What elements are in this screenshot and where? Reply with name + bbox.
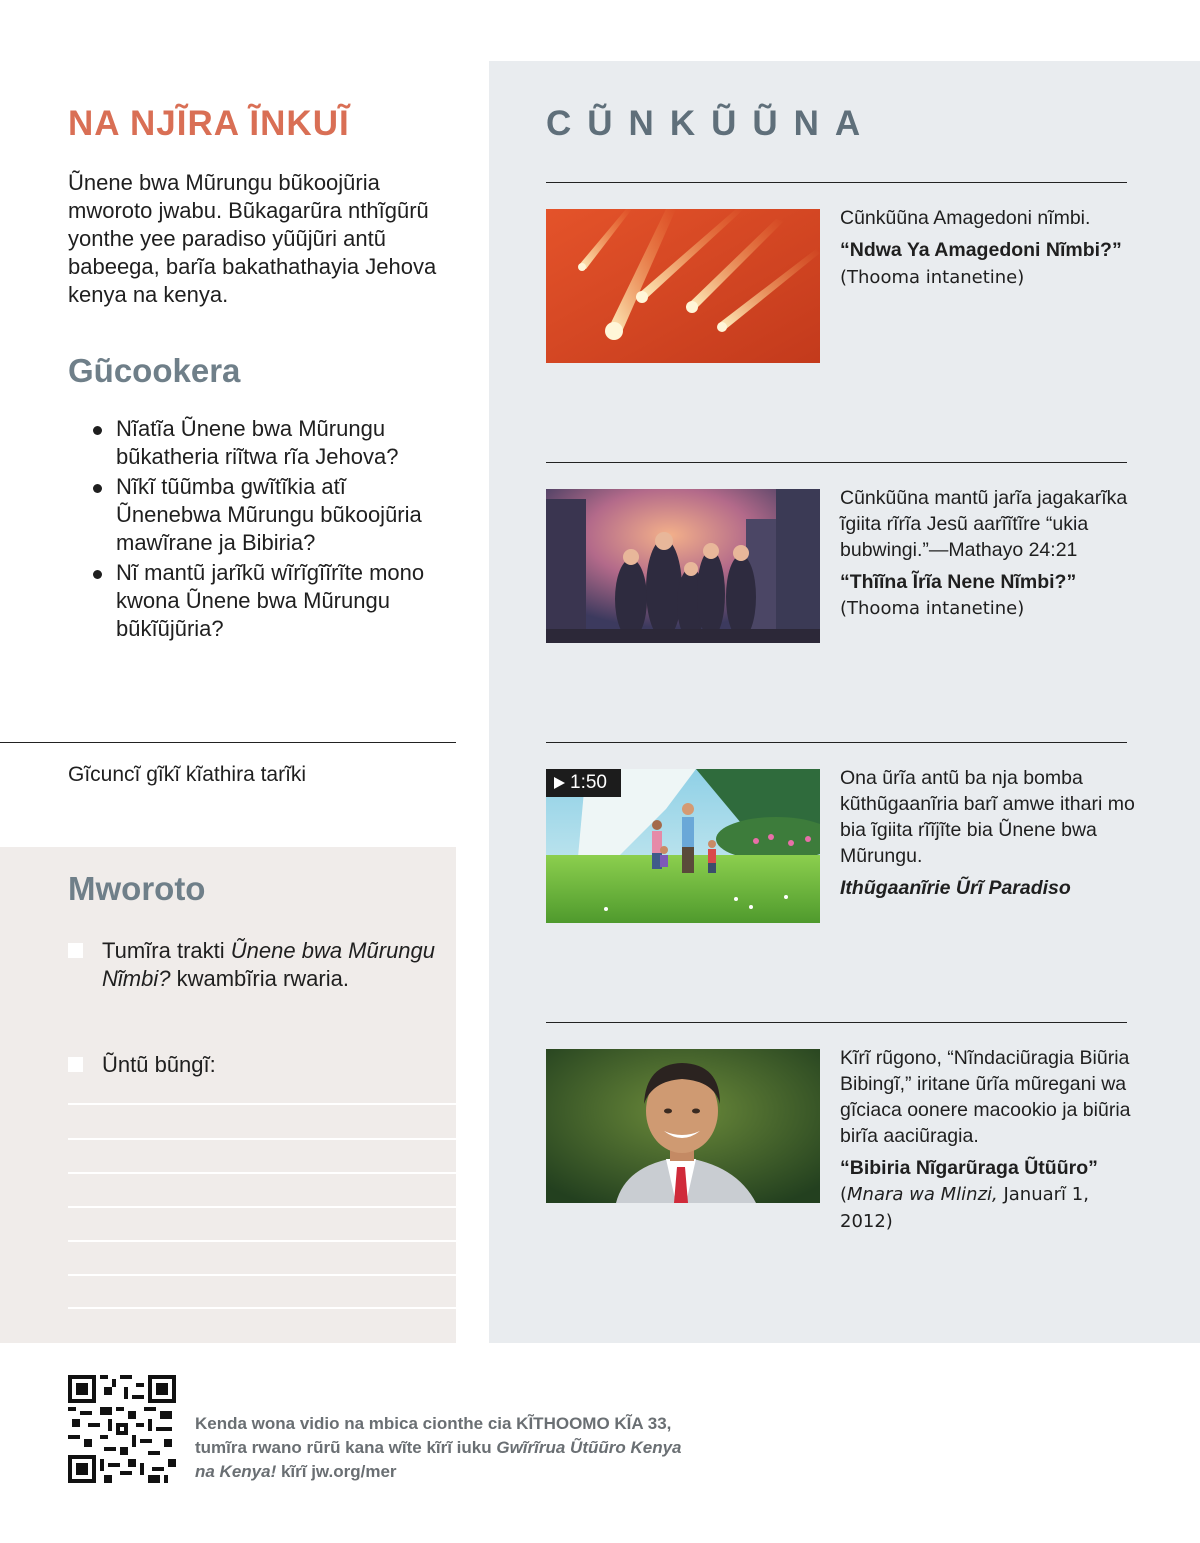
bullet-icon — [93, 570, 102, 579]
recap-text: Ũnene bwa Mũrungu bũkoojũria mworoto jwabu. Bũkagarũra nthĩgũrũ yonthe yee paradiso yũũjũri antũ babeega, barĩa bakathathayia Jehova kenya na kenya. — [68, 170, 437, 307]
entry-description: Ona ũrĩa antũ ba nja bomba kũthũgaanĩria barĩ amwe ithari mo bia ĩgiita rĩĩjĩte bia Ũnene bwa Mũrungu. — [840, 767, 1135, 867]
qr-code-graphic — [68, 1375, 176, 1483]
tract-title: Ũnene bwa Mũrungu Nĩmbi? — [102, 938, 436, 991]
question-item — [92, 473, 452, 557]
reference-title[interactable]: “Bibiria Nĩgarũraga Ũtũũro” — [840, 1157, 1098, 1179]
reference-title[interactable]: Ithũgaanĩrie Ũrĩ Paradiso — [840, 877, 1071, 899]
portrait-image[interactable] — [546, 1049, 820, 1203]
next-time-label: Gĩcuncĩ gĩkĩ kĩathira tarĩki — [68, 763, 307, 786]
entry-description: Cũnkũũna Amagedoni nĩmbi. — [840, 207, 1091, 229]
play-icon[interactable] — [554, 777, 565, 789]
qr-code-icon[interactable] — [68, 1375, 176, 1483]
entry-reference[interactable] — [840, 875, 1140, 901]
task-text-pre: Tumĩra trakti — [102, 938, 231, 963]
explore-entry — [840, 205, 1140, 291]
writing-line[interactable] — [68, 1172, 456, 1174]
footer-text — [195, 1412, 695, 1484]
question-text: Nĩkĩ tũũmba gwĩtĩkia atĩ Ũnenebwa Mũrungu bũkoojũria mawĩrane ja Bibiria? — [116, 474, 422, 555]
divider — [546, 742, 1127, 743]
assignment-task[interactable] — [68, 1051, 438, 1079]
reference-source: (Thooma intanetine) — [840, 598, 1025, 619]
explore-title: CŨNKŨŨNA — [546, 104, 877, 143]
divider — [546, 1022, 1127, 1023]
assignment-task[interactable] — [68, 937, 438, 993]
question-item — [92, 559, 452, 643]
reference-source: (Thooma intanetine) — [840, 267, 1025, 288]
question-list — [92, 415, 452, 645]
divider — [0, 742, 456, 743]
entry-description: Cũnkũũna mantũ jarĩa jagakarĩka ĩgiita rĩrĩa Jesũ aarĩĩtĩre “ukia bubwingi.”—Mathayo 24:21 — [840, 487, 1128, 561]
meteor-illustration — [546, 209, 820, 363]
writing-line[interactable] — [68, 1307, 456, 1309]
bullet-icon — [93, 484, 102, 493]
assignment-panel — [0, 847, 456, 1343]
explore-entry — [840, 485, 1140, 622]
video-duration-badge[interactable] — [546, 769, 621, 797]
magazine-title: Mnara wa Mlinzi, — [847, 1184, 998, 1205]
book-title: Gwĩrĩrua Ũtũũro Kenya na Kenya! — [195, 1438, 682, 1481]
writing-line[interactable] — [68, 1206, 456, 1208]
checkbox-icon[interactable] — [68, 943, 83, 958]
entry-reference[interactable] — [840, 237, 1140, 291]
assignment-task-text — [68, 937, 438, 993]
footer-text-post[interactable]: kĩrĩ jw.org/mer — [276, 1462, 397, 1481]
man-portrait-illustration — [546, 1049, 820, 1203]
writing-line[interactable] — [68, 1103, 456, 1105]
paradise-video-thumbnail[interactable] — [546, 769, 820, 923]
assignment-task-text: Ũntũ bũngĩ: — [102, 1052, 216, 1077]
checkbox-icon[interactable] — [68, 1057, 83, 1072]
question-text: Nĩatĩa Ũnene bwa Mũrungu bũkatheria riĩtwa rĩa Jehova? — [116, 416, 399, 469]
divider — [546, 462, 1127, 463]
divider — [546, 182, 1127, 183]
bullet-icon — [93, 426, 102, 435]
question-text: Nĩ mantũ jarĩkũ wĩrĩgĩĩrĩte mono kwona Ũnene bwa Mũrungu bũkĩũjũria? — [116, 560, 425, 641]
meteor-image[interactable] — [546, 209, 820, 363]
family-city-illustration — [546, 489, 820, 643]
recap-title: NA NJĨRA ĨNKUĨ — [68, 104, 350, 143]
source-date: Januarĩ 1, 2012) — [840, 1184, 1089, 1232]
assignment-title: Mworoto — [68, 870, 206, 907]
footer-text-pre: Kenda wona vidio na mbica cionthe cia KĨTHOOMO KĨA 33, tumĩra rwano rũrũ kana wĩte kĩrĩ iuku — [195, 1414, 672, 1457]
reference-source — [840, 1184, 1089, 1232]
explore-entry — [840, 1045, 1140, 1235]
reference-title[interactable]: “Ndwa Ya Amagedoni Nĩmbi?” — [840, 239, 1122, 261]
writing-line[interactable] — [68, 1274, 456, 1276]
consider-title: Gũcookera — [68, 352, 241, 389]
question-item — [92, 415, 452, 471]
entry-reference[interactable] — [840, 1155, 1140, 1235]
task-text-post: kwambĩria rwaria. — [170, 966, 349, 991]
entry-description: Kĩrĩ rũgono, “Nĩndaciũragia Biũria Bibingĩ,” iritane ũrĩa mũregani wa gĩciaca oonere macookio ja biũria birĩa aaciũragia. — [840, 1047, 1131, 1147]
source-paren: ( — [840, 1184, 848, 1205]
writing-line[interactable] — [68, 1240, 456, 1242]
entry-reference[interactable] — [840, 569, 1140, 622]
great-tribulation-image[interactable] — [546, 489, 820, 643]
video-duration: 1:50 — [570, 772, 607, 793]
reference-title[interactable]: “Thĩĩna Ĩrĩa Nene Nĩmbi?” — [840, 571, 1077, 593]
writing-line[interactable] — [68, 1138, 456, 1140]
explore-entry — [840, 765, 1140, 901]
